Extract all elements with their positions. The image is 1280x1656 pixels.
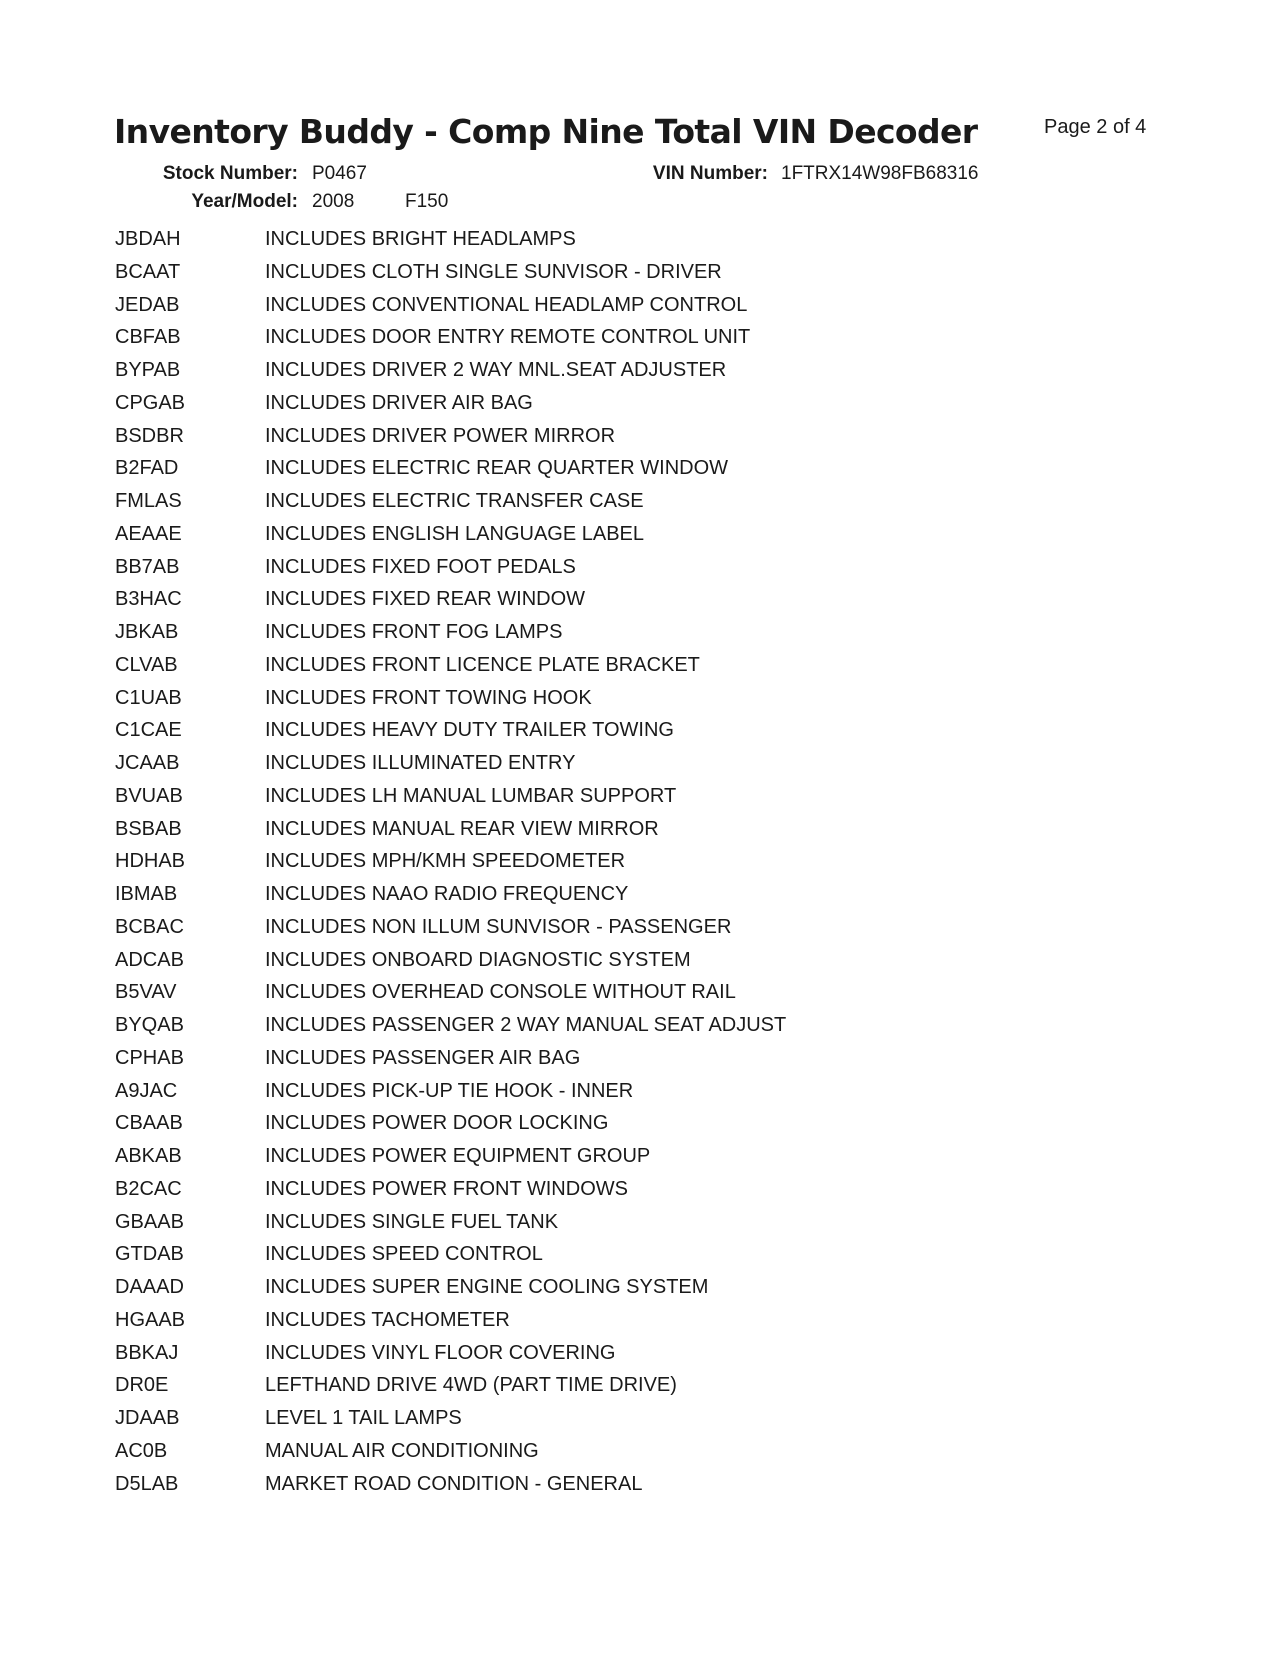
option-description: INCLUDES BRIGHT HEADLAMPS [265,228,576,250]
option-row [115,1047,1015,1080]
option-code: HGAAB [115,1308,186,1331]
option-description: INCLUDES SINGLE FUEL TANK [265,1210,559,1233]
option-code: A9JAC [115,1079,178,1102]
option-code: JCAAB [115,752,180,774]
option-row [115,556,1015,589]
model-value: F150 [405,191,449,212]
option-row [115,1112,1015,1145]
option-row [115,752,1015,785]
option-row [115,392,1015,425]
option-description: INCLUDES FRONT LICENCE PLATE BRACKET [265,653,700,676]
option-description: INCLUDES DRIVER AIR BAG [265,391,533,414]
option-code: JBKAB [115,621,179,643]
option-description: INCLUDES ILLUMINATED ENTRY [265,752,576,774]
option-code: BYQAB [115,1014,184,1036]
option-code: C1CAE [115,719,182,742]
page-number: Page 2 of 4 [1044,116,1147,138]
option-row [115,850,1015,883]
option-row [115,228,1015,261]
option-description: INCLUDES ELECTRIC REAR QUARTER WINDOW [265,457,729,480]
year-model-label: Year/Model: [191,191,298,212]
option-row [115,1473,1015,1506]
option-code: CPGAB [115,391,186,414]
option-code: AC0B [115,1439,168,1462]
option-code: BB7AB [115,555,180,578]
option-code: IBMAB [115,883,178,905]
option-code: B5VAV [115,981,177,1004]
document-title: Inventory Buddy - Comp Nine Total VIN Decoder [114,112,978,151]
option-row [115,1342,1015,1375]
option-row [115,687,1015,720]
option-code: AEAAE [115,522,182,545]
option-row [115,1243,1015,1276]
option-description: INCLUDES POWER DOOR LOCKING [265,1112,609,1135]
option-description: INCLUDES MPH/KMH SPEEDOMETER [265,850,626,873]
option-row [115,1440,1015,1473]
option-row [115,785,1015,818]
option-description: LEFTHAND DRIVE 4WD (PART TIME DRIVE) [265,1374,677,1397]
option-row [115,621,1015,654]
option-row [115,425,1015,458]
option-code: GBAAB [115,1210,184,1233]
option-row [115,654,1015,687]
option-description: INCLUDES DRIVER POWER MIRROR [265,424,616,447]
option-row [115,1145,1015,1178]
option-description: INCLUDES DOOR ENTRY REMOTE CONTROL UNIT [265,326,751,349]
option-description: INCLUDES ONBOARD DIAGNOSTIC SYSTEM [265,948,691,971]
option-code: JEDAB [115,293,180,316]
option-row [115,588,1015,621]
option-description: INCLUDES TACHOMETER [265,1308,510,1331]
option-description: INCLUDES SUPER ENGINE COOLING SYSTEM [265,1276,709,1298]
option-code: B2FAD [115,457,179,480]
option-code: BCAAT [115,260,181,283]
option-code: B2CAC [115,1177,182,1200]
option-description: INCLUDES VINYL FLOOR COVERING [265,1341,616,1364]
option-code: BSBAB [115,817,182,840]
option-row [115,294,1015,327]
option-description: INCLUDES ENGLISH LANGUAGE LABEL [265,522,645,545]
option-description: INCLUDES PASSENGER AIR BAG [265,1046,581,1069]
option-code: CBFAB [115,326,181,349]
option-row [115,457,1015,490]
option-code: DAAAD [115,1276,184,1298]
option-row [115,1407,1015,1440]
option-row [115,523,1015,556]
option-description: INCLUDES ELECTRIC TRANSFER CASE [265,490,644,512]
option-code: JDAAB [115,1407,180,1429]
option-row [115,883,1015,916]
option-code: D5LAB [115,1472,179,1495]
vin-number-label: VIN Number: [652,163,768,184]
option-description: INCLUDES FIXED FOOT PEDALS [265,555,576,578]
option-row [115,1080,1015,1113]
option-description: INCLUDES NON ILLUM SUNVISOR - PASSENGER [265,915,732,938]
option-code: FMLAS [115,490,182,512]
option-code: GTDAB [115,1243,184,1266]
stock-number-label: Stock Number: [162,163,298,184]
option-code-list [115,228,1015,1505]
option-description: INCLUDES FIXED REAR WINDOW [265,588,586,611]
option-row [115,1374,1015,1407]
option-description: INCLUDES POWER EQUIPMENT GROUP [265,1145,651,1167]
option-row [115,916,1015,949]
option-description: INCLUDES NAAO RADIO FREQUENCY [265,883,629,905]
option-row [115,1309,1015,1342]
vin-number-value: 1FTRX14W98FB68316 [781,163,979,184]
option-description: INCLUDES CONVENTIONAL HEADLAMP CONTROL [265,293,748,316]
option-code: BBKAJ [115,1341,179,1364]
option-row [115,1211,1015,1244]
option-description: INCLUDES FRONT TOWING HOOK [265,686,592,709]
option-row [115,1014,1015,1047]
option-code: JBDAH [115,228,181,250]
option-code: CLVAB [115,653,178,676]
option-description: INCLUDES HEAVY DUTY TRAILER TOWING [265,719,674,742]
option-description: INCLUDES OVERHEAD CONSOLE WITHOUT RAIL [265,981,736,1004]
option-description: INCLUDES PASSENGER 2 WAY MANUAL SEAT ADJUST [265,1014,787,1036]
option-code: HDHAB [115,850,186,873]
option-description: LEVEL 1 TAIL LAMPS [265,1407,462,1429]
option-row [115,1276,1015,1309]
option-description: INCLUDES MANUAL REAR VIEW MIRROR [265,817,659,840]
option-description: INCLUDES FRONT FOG LAMPS [265,621,563,643]
option-code: DR0E [115,1374,169,1397]
option-row [115,1178,1015,1211]
option-code: CBAAB [115,1112,183,1135]
option-code: ADCAB [115,948,184,971]
option-row [115,261,1015,294]
option-description: INCLUDES CLOTH SINGLE SUNVISOR - DRIVER [265,260,722,283]
option-code: BYPAB [115,359,181,381]
option-row [115,949,1015,982]
option-code: BVUAB [115,784,183,807]
option-row [115,490,1015,523]
option-row [115,719,1015,752]
option-row [115,359,1015,392]
option-description: MARKET ROAD CONDITION - GENERAL [265,1472,643,1495]
year-value: 2008 [312,191,355,212]
option-description: INCLUDES SPEED CONTROL [265,1243,543,1266]
option-description: MANUAL AIR CONDITIONING [265,1439,539,1462]
option-row [115,818,1015,851]
option-description: INCLUDES POWER FRONT WINDOWS [265,1177,628,1200]
option-row [115,326,1015,359]
option-description: INCLUDES DRIVER 2 WAY MNL.SEAT ADJUSTER [265,359,727,381]
option-code: ABKAB [115,1145,182,1167]
stock-number-value: P0467 [312,163,367,184]
option-code: BCBAC [115,915,184,938]
option-code: C1UAB [115,686,182,709]
option-description: INCLUDES LH MANUAL LUMBAR SUPPORT [265,784,677,807]
option-row [115,981,1015,1014]
option-code: B3HAC [115,588,182,611]
option-code: CPHAB [115,1046,184,1069]
option-description: INCLUDES PICK-UP TIE HOOK - INNER [265,1079,634,1102]
option-code: BSDBR [115,424,184,447]
